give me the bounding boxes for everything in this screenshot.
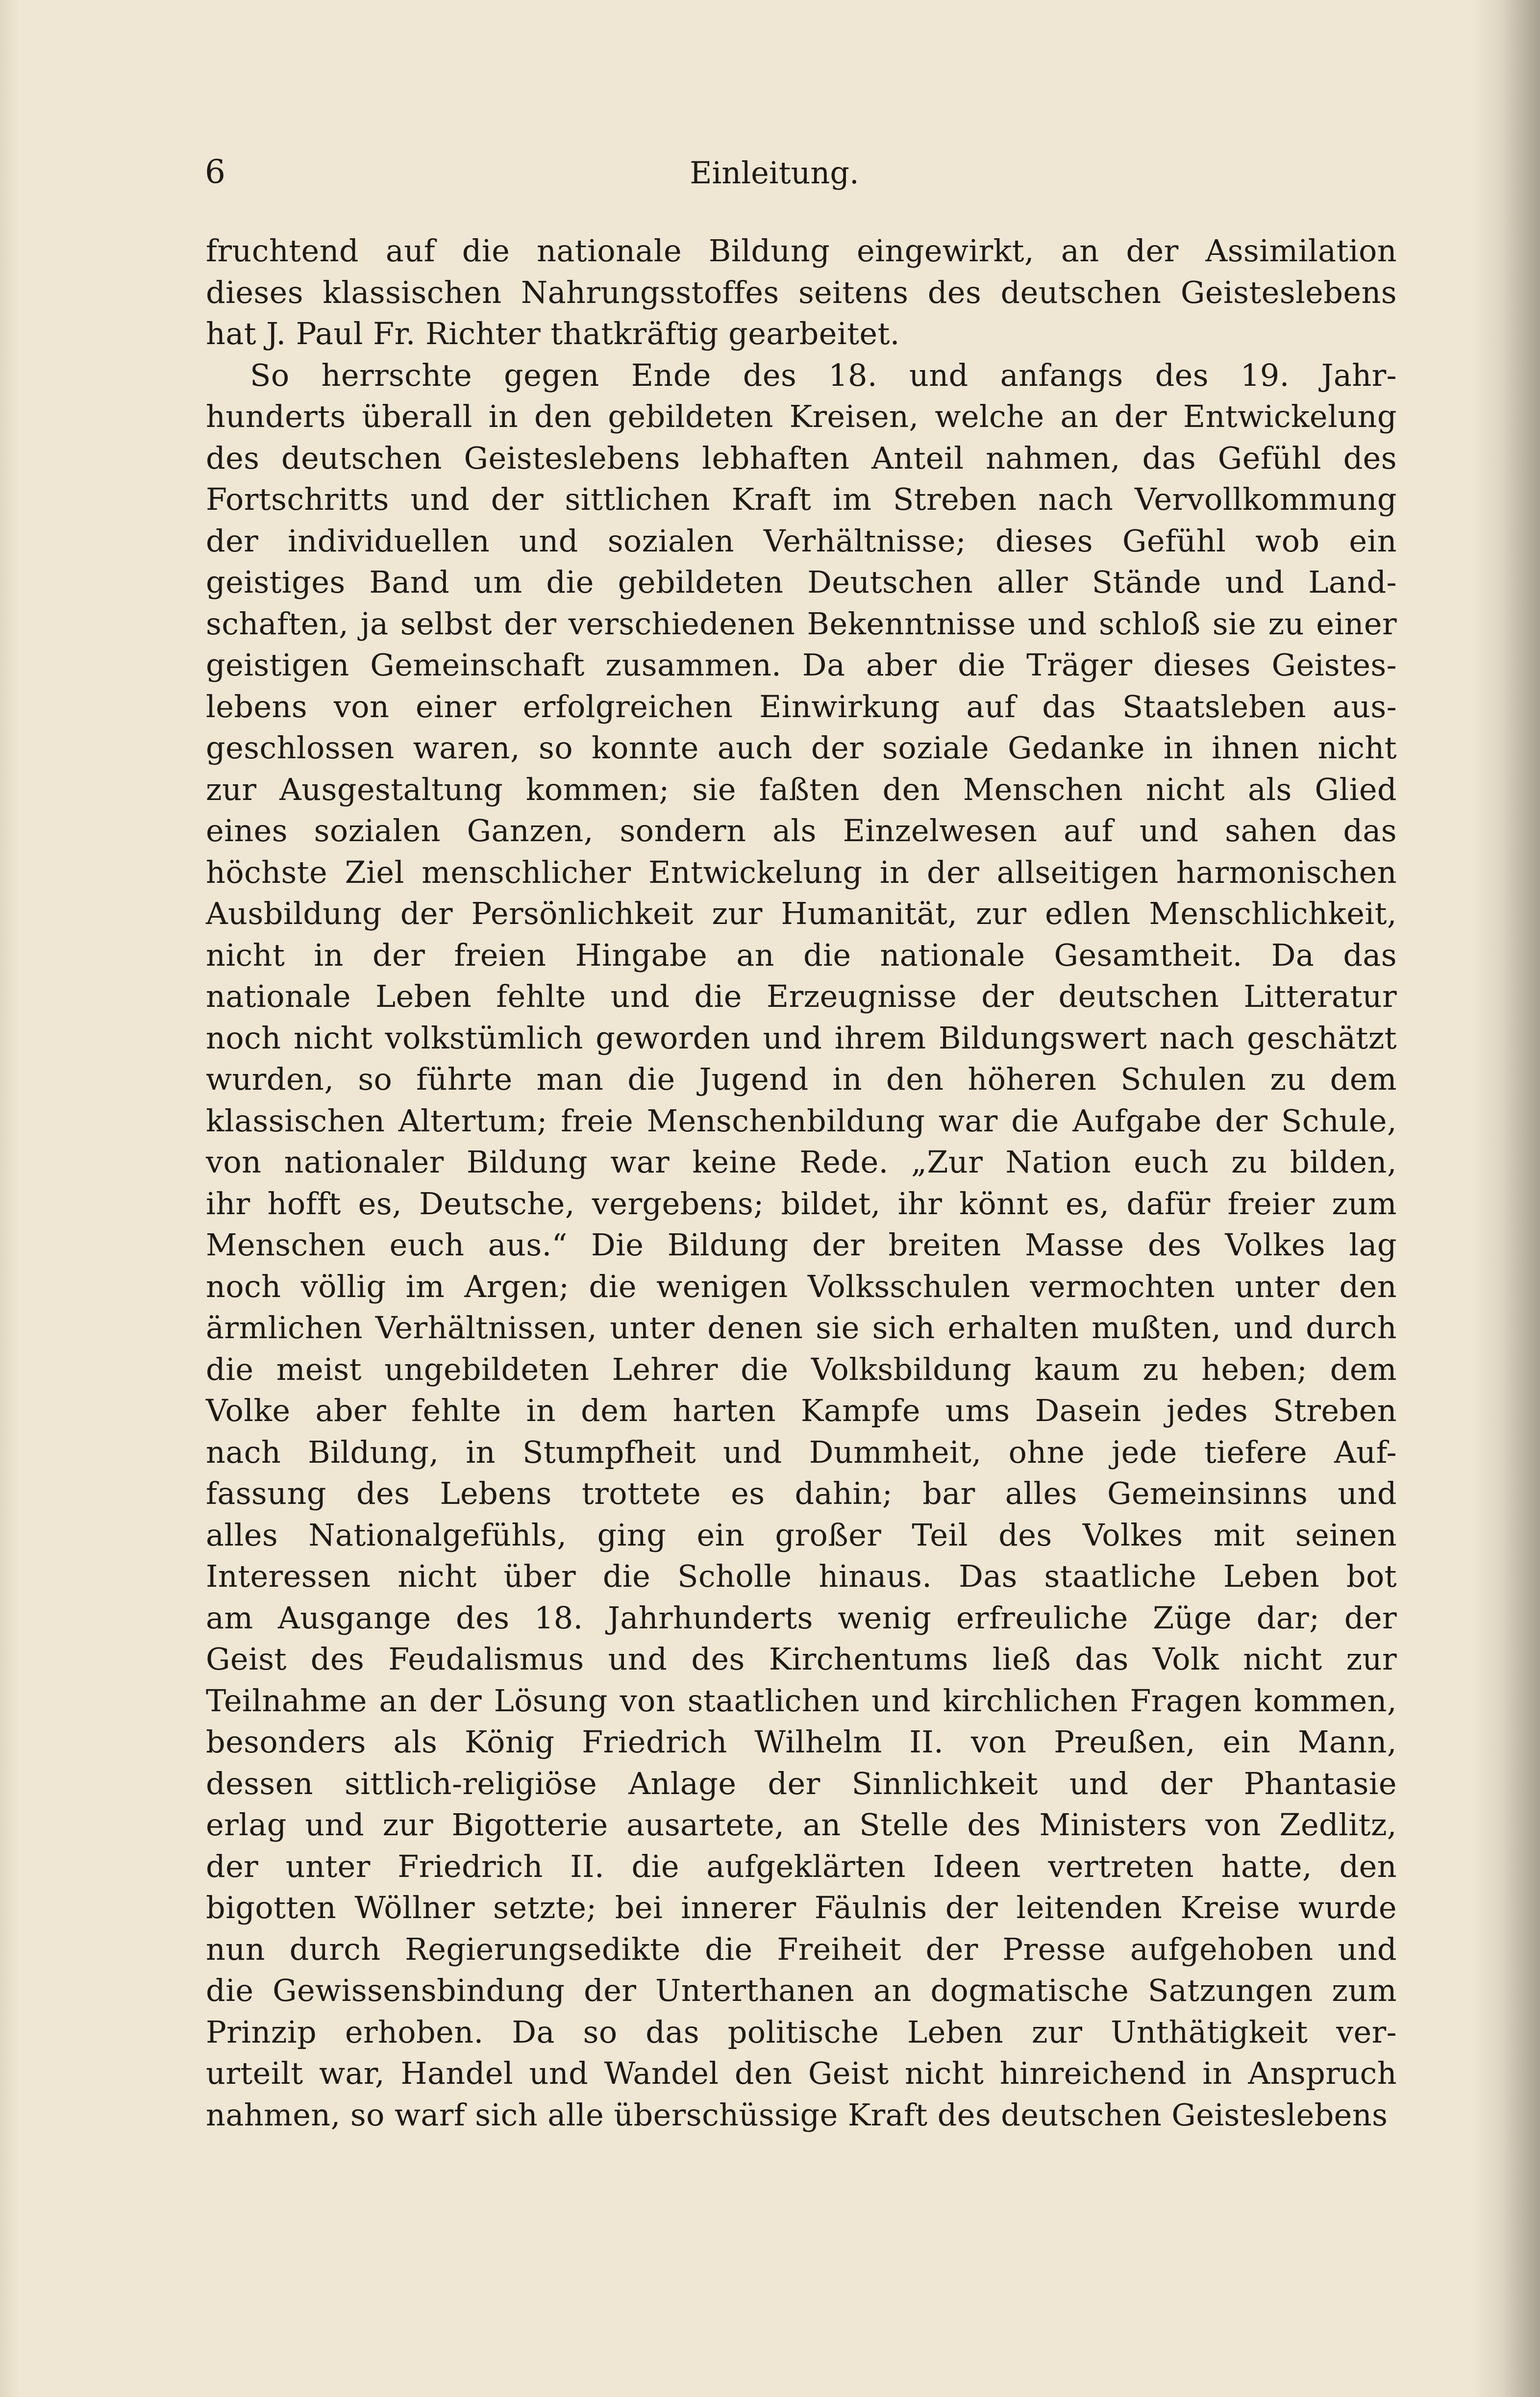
text-line: So herrschte gegen Ende des 18. und anfangs des 19. Jahr- [250, 357, 1397, 393]
text-line: fassung des Lebens trottete es dahin; bar alles Gemeinsinns und [206, 1475, 1397, 1511]
text-line: nun durch Regierungsedikte die Freiheit der Presse aufgehoben und [206, 1931, 1397, 1967]
text-line: dessen sittlich-religiöse Anlage der Sinnlichkeit und der Phantasie [206, 1765, 1397, 1801]
text-line: nicht in der freien Hingabe an die nationale Gesamtheit. Da das [206, 937, 1397, 973]
text-line: Ausbildung der Persönlichkeit zur Humanität, zur edlen Menschlichkeit, [206, 896, 1397, 931]
page-number: 6 [205, 153, 225, 191]
text-line: nationale Leben fehlte und die Erzeugnisse der deutschen Litteratur [206, 978, 1397, 1014]
text-line: wurden, so führte man die Jugend in den höheren Schulen zu dem [206, 1061, 1397, 1097]
text-line: urteilt war, Handel und Wandel den Geist nicht hinreichend in Anspruch [206, 2055, 1397, 2091]
text-line: bigotten Wöllner setzte; bei innerer Fäulnis der leitenden Kreise wurde [206, 1890, 1397, 1925]
text-line: zur Ausgestaltung kommen; sie faßten den Menschen nicht als Glied [206, 771, 1397, 807]
running-title: Einleitung. [690, 155, 859, 191]
page-edge-shadow-right [1471, 0, 1540, 2397]
text-line: alles Nationalgefühls, ging ein großer Teil des Volkes mit seinen [206, 1517, 1397, 1553]
text-line: geistiges Band um die gebildeten Deutschen aller Stände und Land- [206, 564, 1397, 600]
text-line: klassischen Altertum; freie Menschenbildung war die Aufgabe der Schule, [206, 1102, 1397, 1139]
body-text [206, 230, 1397, 2136]
text-line: am Ausgange des 18. Jahrhunderts wenig erfreuliche Züge dar; der [206, 1599, 1397, 1636]
text-line: Interessen nicht über die Scholle hinaus. Das staatliche Leben bot [206, 1558, 1397, 1594]
text-line: Prinzip erhoben. Da so das politische Leben zur Unthätigkeit ver- [206, 2014, 1397, 2050]
text-line: Volke aber fehlte in dem harten Kampfe ums Dasein jedes Streben [206, 1393, 1397, 1428]
text-line: besonders als König Friedrich Wilhelm II. von Preußen, ein Mann, [206, 1724, 1397, 1760]
text-line: schaften, ja selbst der verschiedenen Bekenntnisse und schloß sie zu einer [206, 605, 1397, 642]
text-line: dieses klassischen Nahrungsstoffes seitens des deutschen Geisteslebens [206, 274, 1397, 310]
text-line: nach Bildung, in Stumpfheit und Dummheit, ohne jede tiefere Auf- [206, 1434, 1397, 1470]
text-line: der individuellen und sozialen Verhältnisse; dieses Gefühl wob ein [206, 523, 1397, 559]
text-line: von nationaler Bildung war keine Rede. „Zur Nation euch zu bilden, [206, 1144, 1397, 1180]
page-edge-shadow-left [0, 0, 20, 2397]
text-line: die Gewissensbindung der Unterthanen an dogmatische Satzungen zum [206, 1973, 1397, 2008]
text-line: Menschen euch aus.“ Die Bildung der breiten Masse des Volkes lag [206, 1227, 1397, 1263]
text-line: die meist ungebildeten Lehrer die Volksbildung kaum zu heben; dem [206, 1351, 1397, 1387]
text-line: noch völlig im Argen; die wenigen Volksschulen vermochten unter den [206, 1268, 1397, 1304]
text-line: noch nicht volkstümlich geworden und ihrem Bildungswert nach geschätzt [206, 1020, 1397, 1056]
text-line: geistigen Gemeinschaft zusammen. Da aber die Träger dieses Geistes- [206, 647, 1397, 683]
text-line: Teilnahme an der Lösung von staatlichen und kirchlichen Fragen kommen, [206, 1682, 1397, 1719]
text-line: Geist des Feudalismus und des Kirchentums ließ das Volk nicht zur [206, 1641, 1397, 1677]
text-line: ärmlichen Verhältnissen, unter denen sie sich erhalten mußten, und durch [206, 1310, 1397, 1346]
text-line: hat J. Paul Fr. Richter thatkräftig gearbeitet. [206, 316, 900, 351]
text-line: Fortschritts und der sittlichen Kraft im Streben nach Vervollkommung [206, 481, 1397, 517]
text-line: eines sozialen Ganzen, sondern als Einzelwesen auf und sahen das [206, 813, 1397, 849]
text-line: lebens von einer erfolgreichen Einwirkung auf das Staatsleben aus- [206, 688, 1397, 724]
text-line: der unter Friedrich II. die aufgeklärten Ideen vertreten hatte, den [206, 1848, 1397, 1884]
text-line: hunderts überall in den gebildeten Kreisen, welche an der Entwickelung [206, 399, 1397, 434]
text-line: geschlossen waren, so konnte auch der soziale Gedanke in ihnen nicht [206, 730, 1397, 766]
text-line: höchste Ziel menschlicher Entwickelung in der allseitigen harmonischen [206, 854, 1397, 890]
text-line: ihr hofft es, Deutsche, vergebens; bildet, ihr könnt es, dafür freier zum [206, 1185, 1397, 1222]
text-line: nahmen, so warf sich alle überschüssige Kraft des deutschen Geisteslebens [206, 2097, 1388, 2133]
text-line: des deutschen Geisteslebens lebhaften Anteil nahmen, das Gefühl des [206, 440, 1397, 476]
text-line: erlag und zur Bigotterie ausartete, an Stelle des Ministers von Zedlitz, [206, 1807, 1397, 1843]
text-line: fruchtend auf die nationale Bildung eingewirkt, an der Assimilation [206, 233, 1397, 269]
